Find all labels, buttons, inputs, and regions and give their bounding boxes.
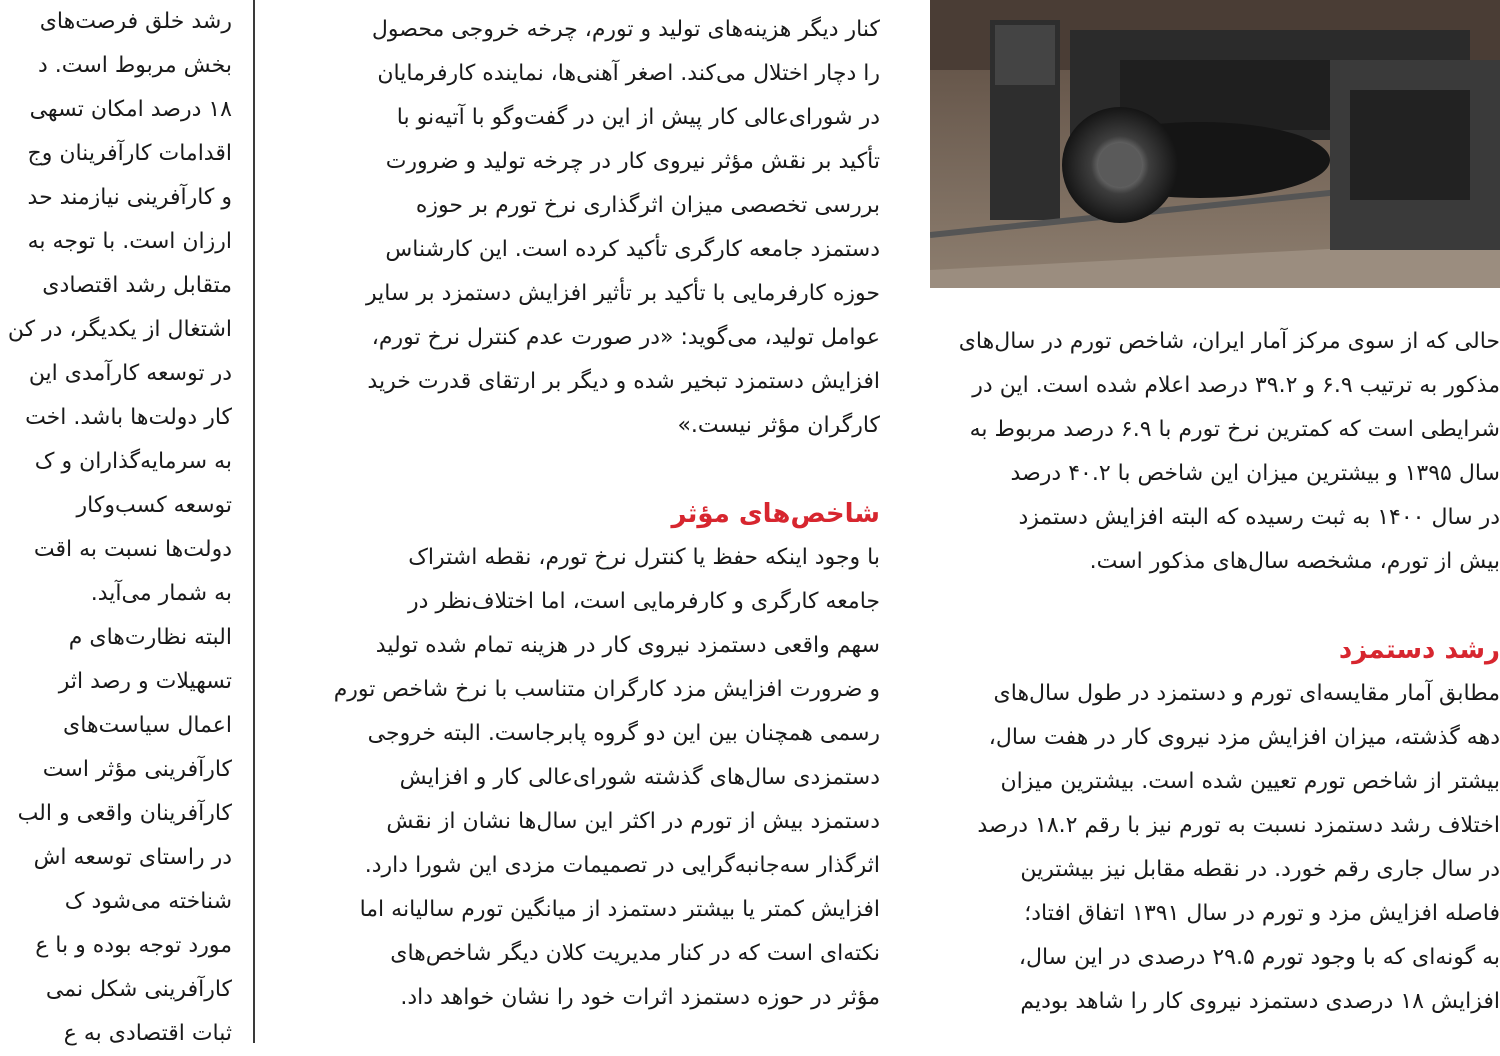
text-line: مؤثر در حوزه دستمزد اثرات خود را نشان خواهد داد. (400, 985, 880, 1010)
text-line: در سال ۱۴۰۰ به ثبت رسیده که البته افزایش دستمزد (1018, 505, 1500, 530)
text-line: عوامل تولید، می‌گوید: «در صورت عدم کنترل نرخ تورم، (371, 325, 880, 350)
text-line: سهم واقعی دستمزد نیروی کار در هزینه تمام شده تولید (375, 633, 880, 658)
text-line: کارآفرینان واقعی و الب (17, 801, 232, 826)
text-line: نکته‌ای است که در کنار مدیریت کلان دیگر شاخص‌های (390, 941, 880, 966)
text-line: فاصله افزایش مزد و تورم در سال ۱۳۹۱ اتفاق افتاد؛ (1024, 901, 1500, 926)
section-heading: شاخص‌های مؤثر (671, 499, 880, 529)
text-line: ارزان است. با توجه به (27, 229, 232, 254)
text-line: تأکید بر نقش مؤثر نیروی کار در چرخه تولید و ضرورت (385, 149, 880, 174)
text-line: اثرگذار سه‌جانبه‌گرایی در تصمیمات مزدی این شورا دارد. (364, 853, 880, 878)
text-line: اشتغال از یکدیگر، در کن (7, 317, 232, 342)
text-line: مطابق آمار مقایسه‌ای تورم و دستمزد در طول سال‌های (993, 681, 1500, 706)
text-line: بیشتر از شاخص تورم تعیین شده است. بیشترین میزان (1000, 769, 1500, 794)
text-line: در توسعه کارآمدی این (28, 361, 232, 386)
machinery-photo (930, 0, 1500, 288)
text-line: را دچار اختلال می‌کند. اصغر آهنی‌ها، نماینده کارفرمایان (377, 61, 880, 86)
right-text-column (920, 320, 1500, 1024)
text-line: شناخته می‌شود ک (64, 889, 232, 914)
text-line: به سرمایه‌گذاران و ک (34, 449, 232, 474)
text-line: و کارآفرینی نیازمند حد (27, 185, 232, 210)
text-line: دولت‌ها نسبت به اقت (33, 537, 232, 562)
text-line: در راستای توسعه اش (33, 845, 232, 870)
text-line: مذکور به ترتیب ۶.۹ و ۳۹.۲ درصد اعلام شده است. این در (972, 373, 1500, 398)
text-line: بیش از تورم، مشخصه سال‌های مذکور است. (1089, 549, 1500, 574)
text-line: دهه گذشته، میزان افزایش مزد نیروی کار در هفت سال، (988, 725, 1500, 750)
text-line: تسهیلات و رصد اثر (58, 669, 232, 694)
text-line: به شمار می‌آید. (90, 581, 232, 606)
text-line: اعمال سیاست‌های (63, 713, 232, 738)
spacer (920, 584, 1500, 628)
text-line: حالی که از سوی مرکز آمار ایران، شاخص تورم در سال‌های (958, 329, 1500, 354)
text-line: حوزه کارفرمایی با تأکید بر تأثیر افزایش دستمزد بر سایر (366, 281, 880, 306)
text-line: به گونه‌ای که با وجود تورم ۲۹.۵ درصدی در این سال، (1018, 945, 1500, 970)
text-line: ۱۸ درصد امکان تسهی (29, 97, 232, 122)
text-line: بخش مربوط است. د (37, 53, 232, 78)
text-line: افزایش ۱۸ درصدی دستمزد نیروی کار را شاهد بودیم (1020, 989, 1500, 1014)
text-line: با وجود اینکه حفظ یا کنترل نرخ تورم، نقطه اشتراک (408, 545, 880, 570)
text-line: اختلاف رشد دستمزد نسبت به تورم نیز با رقم ۱۸.۲ درصد (977, 813, 1500, 838)
text-line: کنار دیگر هزینه‌های تولید و تورم، چرخه خروجی محصول (371, 17, 880, 42)
machinery-illustration (930, 0, 1500, 288)
text-line: افزایش دستمزد تبخیر شده و دیگر بر ارتقای قدرت خرید (367, 369, 880, 394)
text-line: رشد خلق فرصت‌های (39, 9, 232, 34)
column-divider (253, 0, 255, 1043)
text-line: در شورای‌عالی کار پیش از این در گفت‌وگو با آتیه‌نو با (396, 105, 880, 130)
text-line: و ضرورت افزایش مزد کارگران متناسب با نرخ شاخص تورم (333, 677, 880, 702)
middle-text-column (300, 8, 880, 1020)
text-line: شرایطی است که کمترین نرخ تورم با ۶.۹ درصد مربوط به (969, 417, 1500, 442)
section-heading: رشد دستمزد (1338, 635, 1500, 665)
text-line: کارآفرینی شکل نمی (45, 977, 232, 1002)
text-line: جامعه کارگری و کارفرمایی است، اما اختلاف‌نظر در (408, 589, 880, 614)
text-line: ثبات اقتصادی به ع (63, 1021, 232, 1046)
text-line: اقدامات کارآفرینان وج (27, 141, 232, 166)
text-line: مورد توجه بوده و با ع (35, 933, 232, 958)
text-line: دستمزد بیش از تورم در اکثر این سال‌ها نشان از نقش (386, 809, 880, 834)
spacer (300, 448, 880, 492)
text-line: کارگران مؤثر نیست.» (677, 413, 880, 438)
text-line: افزایش کمتر یا بیشتر دستمزد از میانگین تورم سالیانه اما (359, 897, 880, 922)
text-line: رسمی همچنان بین این دو گروه پابرجاست. البته خروجی (367, 721, 880, 746)
text-line: توسعه کسب‌وکار (76, 493, 232, 518)
text-line: سال ۱۳۹۵ و بیشترین میزان این شاخص با ۴۰.۲ درصد (1010, 461, 1500, 486)
text-line: دستمزد جامعه کارگری تأکید کرده است. این کارشناس (385, 237, 880, 262)
text-line: البته نظارت‌های م (68, 625, 232, 650)
text-line: متقابل رشد اقتصادی (42, 273, 232, 298)
text-line: در سال جاری رقم خورد. در نقطه مقابل نیز بیشترین (1020, 857, 1500, 882)
text-line: کار دولت‌ها باشد. اخت (25, 405, 232, 430)
text-line: بررسی تخصصی میزان اثرگذاری نرخ تورم بر حوزه (415, 193, 880, 218)
left-text-column (0, 0, 232, 1056)
text-line: کارآفرینی مؤثر است (42, 757, 232, 782)
text-line: دستمزدی سال‌های گذشته شورای‌عالی کار و افزایش (399, 765, 880, 790)
